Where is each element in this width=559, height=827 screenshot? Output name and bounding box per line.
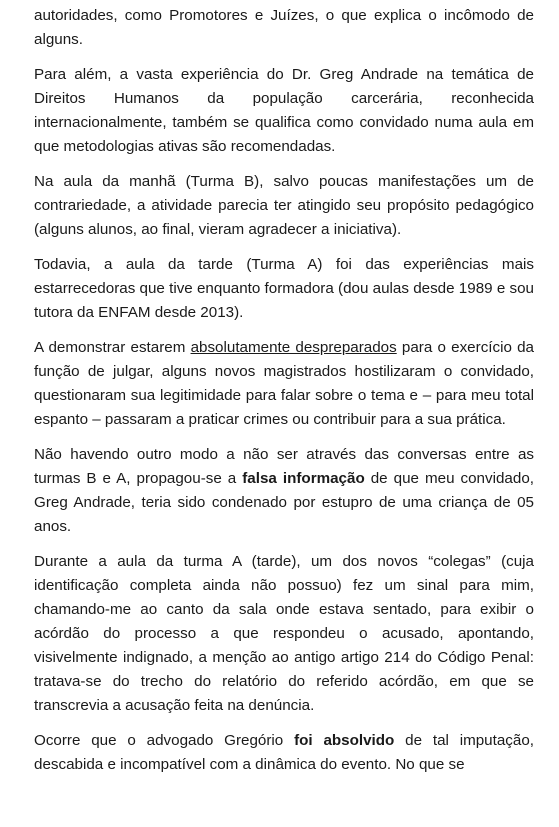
paragraph-8-text-post: de tal imputação, descabida e incompatível com a dinâmica do evento. No que se — [34, 732, 535, 773]
paragraph-2-text: Para além, a vasta experiência do Dr. Greg Andrade na temática de Direitos Humanos da população carcerária, reconhecida internacionalmente, também se qualifica como convidado numa aula em que metodologias ativas são recomendadas. — [34, 66, 534, 155]
paragraph-7-text: Durante a aula da turma A (tarde), um dos novos “colegas” (cuja identificação completa ainda não possuo) fez um sinal para mim, chamando-me ao canto da sala onde estava sentado, para exibir o acórdão do processo a que respondeu o acusado, apontando, visivelmente indignado, a menção ao antigo artigo 214 do Código Penal: tratava-se do trecho do relatório do referido acórdão, em que se transcrevia a acusação feita na denúncia. — [34, 553, 534, 714]
paragraph-6-text-pre: Não havendo outro modo a não ser através das conversas entre as turmas B e A, propagou-se a — [34, 446, 534, 487]
paragraph-4-text: Todavia, a aula da tarde (Turma A) foi das experiências mais estarrecedoras que tive enquanto formadora (dou aulas desde 1989 e sou tutora da ENFAM desde 2013). — [34, 256, 534, 321]
paragraph-6 — [34, 443, 534, 539]
document-body — [34, 0, 534, 788]
bold-phrase-acquitted: foi absolvido — [294, 732, 395, 749]
paragraph-7 — [34, 550, 534, 718]
paragraph-1 — [34, 4, 534, 52]
paragraph-6-text-post: de que meu convidado, Greg Andrade, teria sido condenado por estupro de uma criança de 05 anos. — [34, 470, 534, 535]
paragraph-2 — [34, 63, 534, 159]
paragraph-3-text: Na aula da manhã (Turma B), salvo poucas manifestações um de contrariedade, a atividade parecia ter atingido seu propósito pedagógico (alguns alunos, ao final, vieram agradecer a iniciativa). — [34, 173, 534, 238]
underlined-phrase: absolutamente despreparados — [190, 339, 397, 356]
bold-phrase-false-information: falsa informação — [242, 470, 365, 487]
paragraph-1-text: autoridades, como Promotores e Juízes, o que explica o incômodo de alguns. — [34, 7, 534, 48]
paragraph-5-text-pre: A demonstrar estarem — [34, 339, 191, 356]
paragraph-8 — [34, 729, 534, 777]
paragraph-4 — [34, 253, 534, 325]
paragraph-5 — [34, 336, 534, 432]
paragraph-3 — [34, 170, 534, 242]
paragraph-8-text-pre: Ocorre que o advogado Gregório — [34, 732, 295, 749]
paragraph-5-text-post: para o exercício da função de julgar, alguns novos magistrados hostilizaram o convidado, questionaram sua legitimidade para falar sobre o tema e – para meu total espanto – passaram a praticar crimes ou contribuir para a sua prática. — [34, 339, 535, 428]
